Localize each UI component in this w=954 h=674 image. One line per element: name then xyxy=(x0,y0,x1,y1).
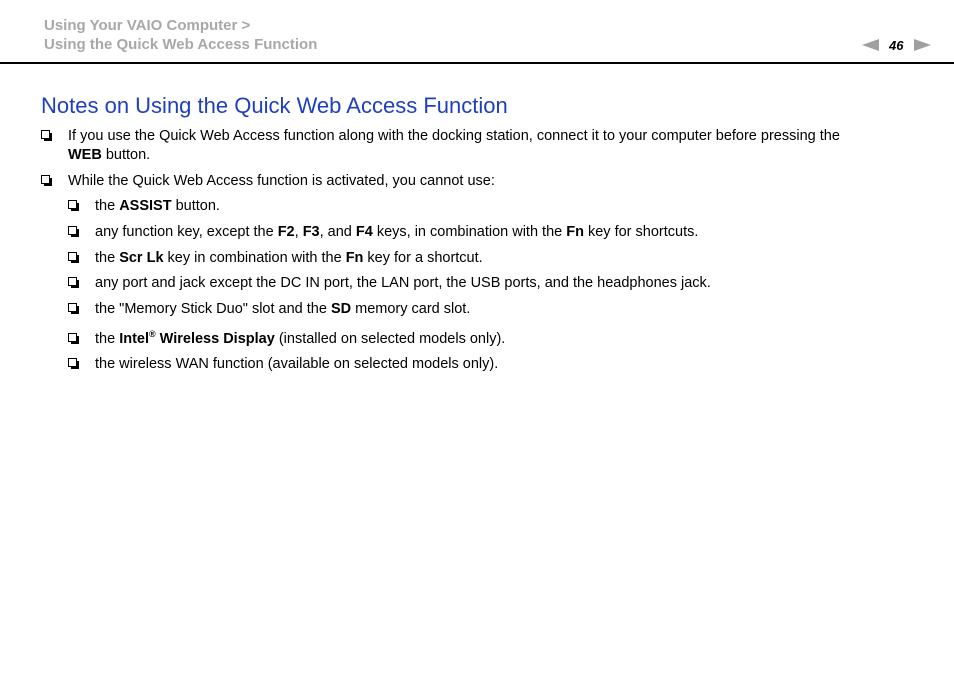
list-item-text: memory card slot. xyxy=(351,301,471,317)
list-item-text: (installed on selected models only). xyxy=(274,331,506,347)
checkbox-bullet-icon xyxy=(68,252,77,261)
previous-page-arrow-icon[interactable] xyxy=(862,39,879,51)
list-item-text: key in combination with the xyxy=(163,250,346,266)
checkbox-bullet-icon xyxy=(41,130,50,139)
list-item-text: any function key, except the xyxy=(95,224,278,240)
list-item-text: , xyxy=(294,224,303,240)
intel-label: Intel xyxy=(119,331,149,347)
checkbox-bullet-icon xyxy=(68,358,77,367)
list-item-text: the xyxy=(95,198,120,214)
list-item-text: any port and jack except the DC IN port, the LAN port, the USB ports, and the headphones jack. xyxy=(95,275,711,291)
list-item-text: key for a shortcut. xyxy=(363,250,483,266)
web-button-label: WEB xyxy=(68,147,102,163)
list-item-text: key for shortcuts. xyxy=(583,224,699,240)
list-item-text: the xyxy=(95,250,120,266)
breadcrumb-line-2[interactable]: Using the Quick Web Access Function xyxy=(44,36,318,53)
assist-button-label: ASSIST xyxy=(119,198,172,214)
list-item-text: keys, in combination with the xyxy=(372,224,567,240)
checkbox-bullet-icon xyxy=(68,277,77,286)
list-item-text: button. xyxy=(101,147,151,163)
breadcrumb-line-1[interactable]: Using Your VAIO Computer > xyxy=(44,17,251,34)
breadcrumb xyxy=(44,16,317,54)
checkbox-bullet-icon xyxy=(68,226,77,235)
f3-key-label: F3 xyxy=(302,224,320,240)
registered-mark: ® xyxy=(149,329,156,339)
fn-key-label: Fn xyxy=(566,224,584,240)
wireless-display-label: Wireless Display xyxy=(155,331,275,347)
scr-lk-key-label: Scr Lk xyxy=(119,250,164,266)
fn-key-label: Fn xyxy=(345,250,364,266)
next-page-arrow-icon[interactable] xyxy=(914,39,931,51)
sd-slot-label: SD xyxy=(330,301,352,317)
list-item-text: the "Memory Stick Duo" slot and the xyxy=(95,301,331,317)
list-item-text: While the Quick Web Access function is activated, you cannot use: xyxy=(68,173,495,189)
checkbox-bullet-icon xyxy=(68,303,77,312)
f2-key-label: F2 xyxy=(277,224,295,240)
page-number: 46 xyxy=(889,37,904,53)
checkbox-bullet-icon xyxy=(41,175,50,184)
page-title: Notes on Using the Quick Web Access Function xyxy=(41,93,508,118)
list-item-text: button. xyxy=(171,198,220,214)
checkbox-bullet-icon xyxy=(68,333,77,342)
list-item-text: If you use the Quick Web Access function along with the docking station, connect it to your computer before pressing the xyxy=(68,128,840,144)
list-item-text: the xyxy=(95,331,120,347)
list-item-text: , and xyxy=(319,224,356,240)
page-navigation xyxy=(862,36,931,54)
header-divider xyxy=(0,62,954,64)
list-item-text: the wireless WAN function (available on selected models only). xyxy=(95,356,499,372)
f4-key-label: F4 xyxy=(355,224,373,240)
checkbox-bullet-icon xyxy=(68,200,77,209)
